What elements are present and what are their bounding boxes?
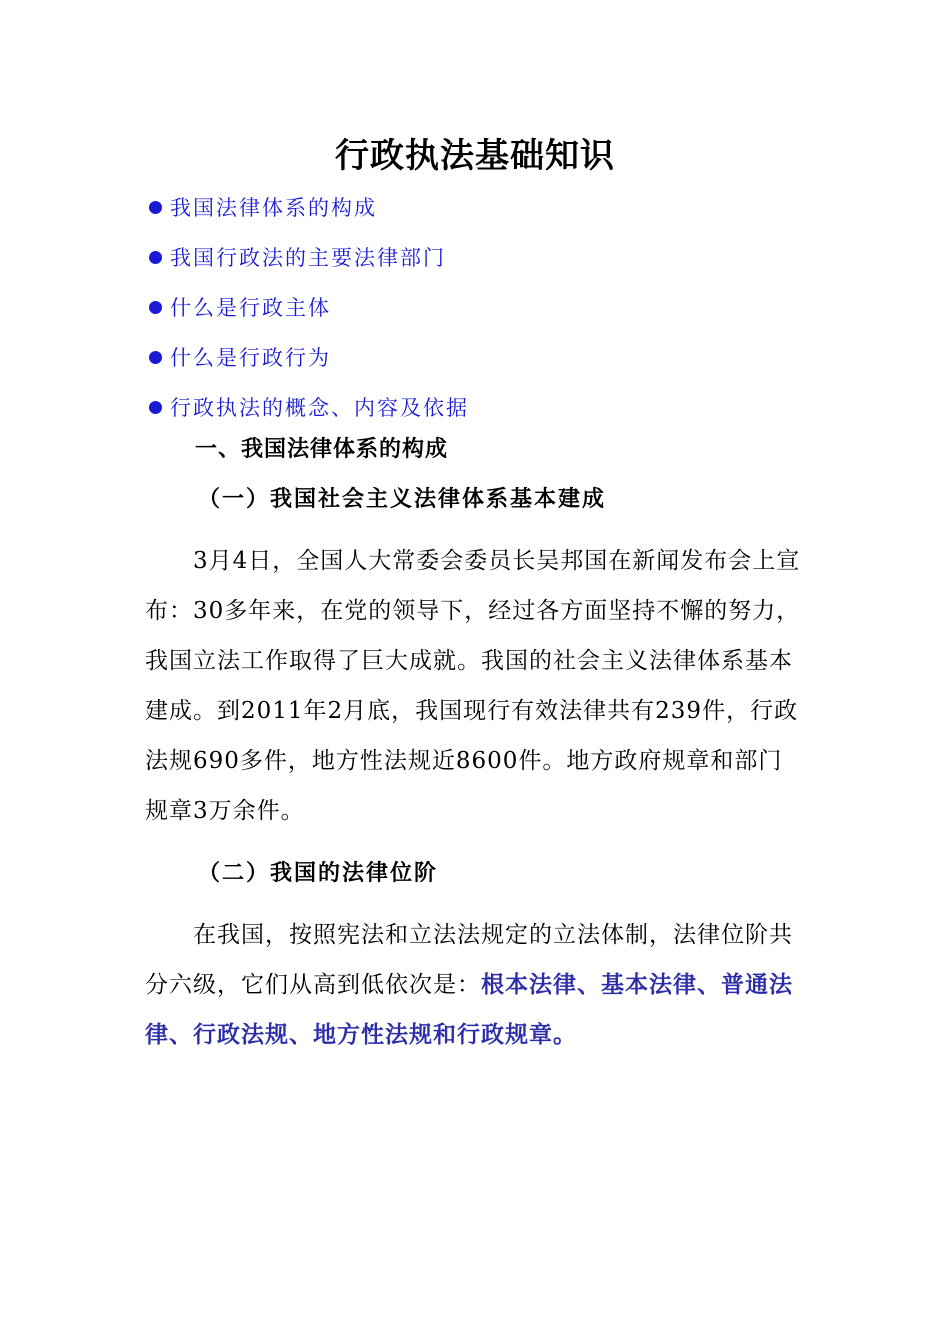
toc-item[interactable] [145,332,469,382]
toc-item-label: 什么是行政主体 [170,296,331,320]
bullet-icon [149,201,162,214]
paragraph-lead-text: 在我国，按照宪法和立法法规定的立法体制，法律位阶共分六级，它们从高到低依次是： [145,922,793,998]
bullet-icon [149,351,162,364]
section-heading: 一、我国法律体系的构成 [195,437,449,462]
toc-item[interactable] [145,232,469,282]
paragraph-legal-hierarchy [145,910,805,1060]
toc-item-label: 我国行政法的主要法律部门 [170,246,446,270]
table-of-contents [145,182,469,432]
toc-item-label: 行政执法的概念、内容及依据 [170,396,469,420]
bullet-icon [149,251,162,264]
bullet-icon [149,401,162,414]
document-title: 行政执法基础知识 [335,136,615,176]
subsection-heading-1: （一）我国社会主义法律体系基本建成 [198,486,607,512]
toc-item[interactable] [145,282,469,332]
subsection-heading-2: （二）我国的法律位阶 [198,860,439,886]
paragraph-emphasis-text: 根本法律、基本法律、普通法律、行政法规、地方性法规和行政规章。 [145,972,793,1048]
paragraph-legal-system: 3月4日，全国人大常委会委员长吴邦国在新闻发布会上宣布：30多年来，在党的领导下，经过各方面坚持不懈的努力，我国立法工作取得了巨大成就。我国的社会主义法律体系基本建成。到2011年2月底，我国现行有效法律共有239件，行政法规690多件，地方性法规近8600件。地方政府规章和部门规章3万余件。 [145,548,801,824]
toc-item[interactable] [145,382,469,432]
bullet-icon [149,301,162,314]
toc-item-label: 我国法律体系的构成 [170,196,377,220]
toc-item-label: 什么是行政行为 [170,346,331,370]
toc-item[interactable] [145,182,469,232]
